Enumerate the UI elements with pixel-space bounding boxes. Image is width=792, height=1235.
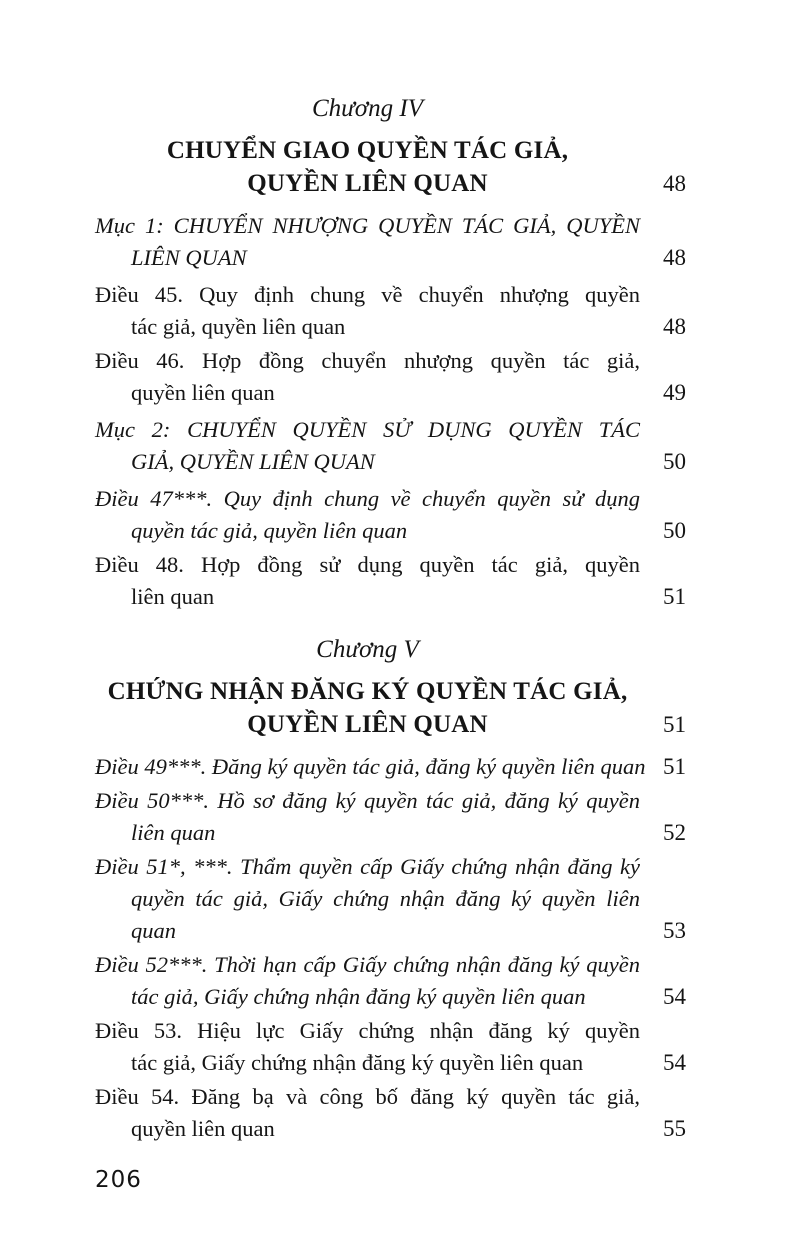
toc-page-number: 48 [663,314,686,339]
toc-entry-line: Điều 46. Hợp đồng chuyển nhượng quyền tác giả, [95,348,640,373]
toc-entry-line: quyền liên quan [131,380,275,405]
toc-entry-line: tác giả, Giấy chứng nhận đăng ký quyền liên quan [131,1050,584,1075]
toc-page-number: 49 [663,380,686,405]
toc-entry-dieu-45 [95,279,686,343]
toc-entry-line: tác giả, quyền liên quan [131,314,346,339]
toc-entry-dieu-53 [95,1015,686,1079]
toc-entry-dieu-47 [95,483,686,547]
toc-entry-line: Mục 2: CHUYỂN QUYỀN SỬ DỤNG QUYỀN TÁC [95,417,640,442]
folio-page-number: 206 [95,1167,142,1193]
toc-entry-dieu-54 [95,1081,686,1145]
toc-entry-line: quyền tác giả, quyền liên quan [131,518,408,543]
toc-entry-line: Điều 47***. Quy định chung về chuyển quyền sử dụng [95,486,640,511]
chapter-title [95,134,640,200]
toc-entry-line: Điều 49***. Đăng ký quyền tác giả, đăng ký quyền liên quan [95,754,646,779]
toc-entry-dieu-52 [95,949,686,1013]
toc-entry-line: Điều 52***. Thời hạn cấp Giấy chứng nhận đăng ký quyền [95,952,640,977]
toc-entry-muc-1 [95,210,686,274]
chapter-label: Chương IV [312,95,423,122]
toc-page-number: 50 [663,518,686,543]
chapter-heading-iv [95,92,686,200]
chapter-title-line: CHỨNG NHẬN ĐĂNG KÝ QUYỀN TÁC GIẢ, [107,678,628,705]
toc-page-number: 51 [663,584,686,609]
chapter-title-line: CHUYỂN GIAO QUYỀN TÁC GIẢ, [166,137,569,164]
toc-entry-line: liên quan [131,584,215,609]
toc-page-number: 52 [663,820,686,845]
chapter-label: Chương V [316,636,419,663]
toc-entry-line: tác giả, Giấy chứng nhận đăng ký quyền liên quan [131,984,586,1009]
toc-entry-line: Điều 48. Hợp đồng sử dụng quyền tác giả, quyền [95,552,640,577]
toc-page-number: 54 [663,984,686,1009]
toc-entry-line: liên quan [131,820,216,845]
toc-entry-dieu-46 [95,345,686,409]
toc-page-number: 51 [663,754,686,779]
toc-entry-line: Điều 54. Đăng bạ và công bố đăng ký quyền tác giả, [95,1084,640,1109]
toc-page-number: 51 [663,712,686,737]
toc-entry-dieu-48 [95,549,686,613]
toc-page-number: 55 [663,1116,686,1141]
chapter-title-line: QUYỀN LIÊN QUAN [247,711,488,738]
toc-entry-line: quyền tác giả, Giấy chứng nhận đăng ký quyền liên quan [131,886,640,943]
toc-page-number: 48 [663,245,686,270]
toc-entry-line: GIẢ, QUYỀN LIÊN QUAN [131,449,375,474]
toc-entry-line: Điều 51*, ***. Thẩm quyền cấp Giấy chứng nhận đăng ký [95,854,640,879]
toc-entry-muc-2 [95,414,686,478]
toc-entry-line: LIÊN QUAN [131,245,247,270]
toc-entry-dieu-50 [95,785,686,849]
toc-entry-line: Điều 50***. Hồ sơ đăng ký quyền tác giả, đăng ký quyền [95,788,640,813]
toc-entry-line: quyền liên quan [131,1116,275,1141]
toc-entry-line: Điều 45. Quy định chung về chuyển nhượng quyền [95,282,640,307]
chapter-title [95,675,640,741]
toc-page-number: 54 [663,1050,686,1075]
toc-page-number: 48 [663,171,686,196]
toc-entry-dieu-49 [95,751,686,783]
toc-entry-dieu-51 [95,851,686,947]
toc-entry-line: Điều 53. Hiệu lực Giấy chứng nhận đăng ký quyền [95,1018,640,1043]
toc-page-number: 50 [663,449,686,474]
toc-page-number: 53 [663,918,686,943]
chapter-heading-v [95,633,686,741]
chapter-title-line: QUYỀN LIÊN QUAN [247,170,488,197]
toc-entry-line: Mục 1: CHUYỂN NHƯỢNG QUYỀN TÁC GIẢ, QUYỀN [95,213,640,238]
